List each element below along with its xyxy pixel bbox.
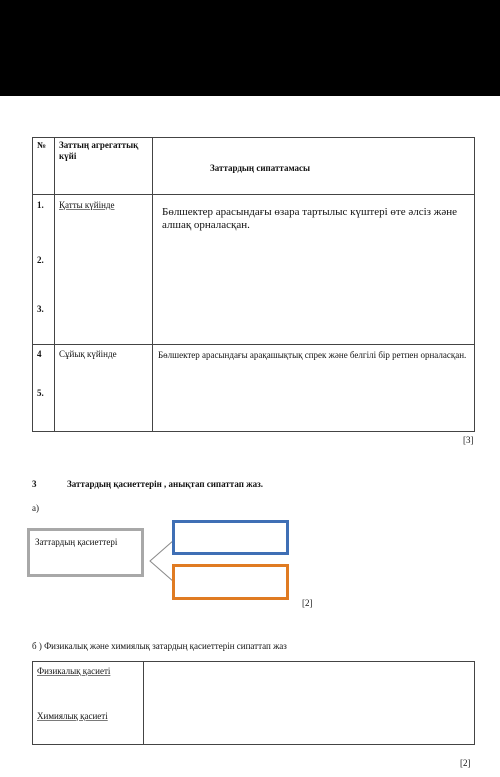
worksheet-page [0, 96, 500, 777]
properties-label-box [27, 528, 144, 577]
task3-score: [2] [302, 598, 313, 608]
header-state: Заттың агрегаттық күйі [59, 140, 139, 161]
task3b-score: [2] [460, 758, 471, 768]
state-solid: Қатты күйінде [59, 200, 115, 210]
row-number-1: 1. [37, 200, 44, 210]
physical-property-label: Физикалық қасиеті [37, 666, 111, 676]
row-number-3: 3. [37, 304, 44, 314]
task3-title: Заттардың қасиеттерін , анықтап сипаттап жаз. [67, 479, 264, 489]
row-number-2: 2. [37, 255, 44, 265]
table-score: [3] [463, 435, 474, 445]
row-number-5: 5. [37, 388, 44, 398]
header-description: Заттардың сипаттамасы [210, 163, 311, 173]
answer-box-blue[interactable] [172, 520, 289, 555]
header-number: № [37, 140, 47, 150]
part-a-label: а) [32, 503, 39, 513]
task3-number: 3 [32, 479, 37, 489]
properties-label: Заттардың қасиеттері [35, 537, 118, 547]
physical-chemical-answer-area[interactable] [145, 663, 472, 743]
top-black-bar [0, 0, 500, 96]
row-number-4: 4 [37, 349, 42, 359]
chemical-property-label: Химиялық қасиеті [37, 711, 108, 721]
answer-box-orange[interactable] [172, 564, 289, 600]
description-liquid: Бөлшектер арасындағы арақашықтық спрек және белгілі бір ретпен орналасқан. [158, 350, 467, 360]
state-liquid: Сұйық күйінде [59, 349, 117, 359]
description-solid: Бөлшектер арасындағы өзара тартылыс күштері өте әлсіз және алшақ орналасқан. [162, 206, 458, 231]
task3b-title: б ) Физикалық және химиялық затардың қасиеттерін сипаттап жаз [32, 641, 287, 651]
